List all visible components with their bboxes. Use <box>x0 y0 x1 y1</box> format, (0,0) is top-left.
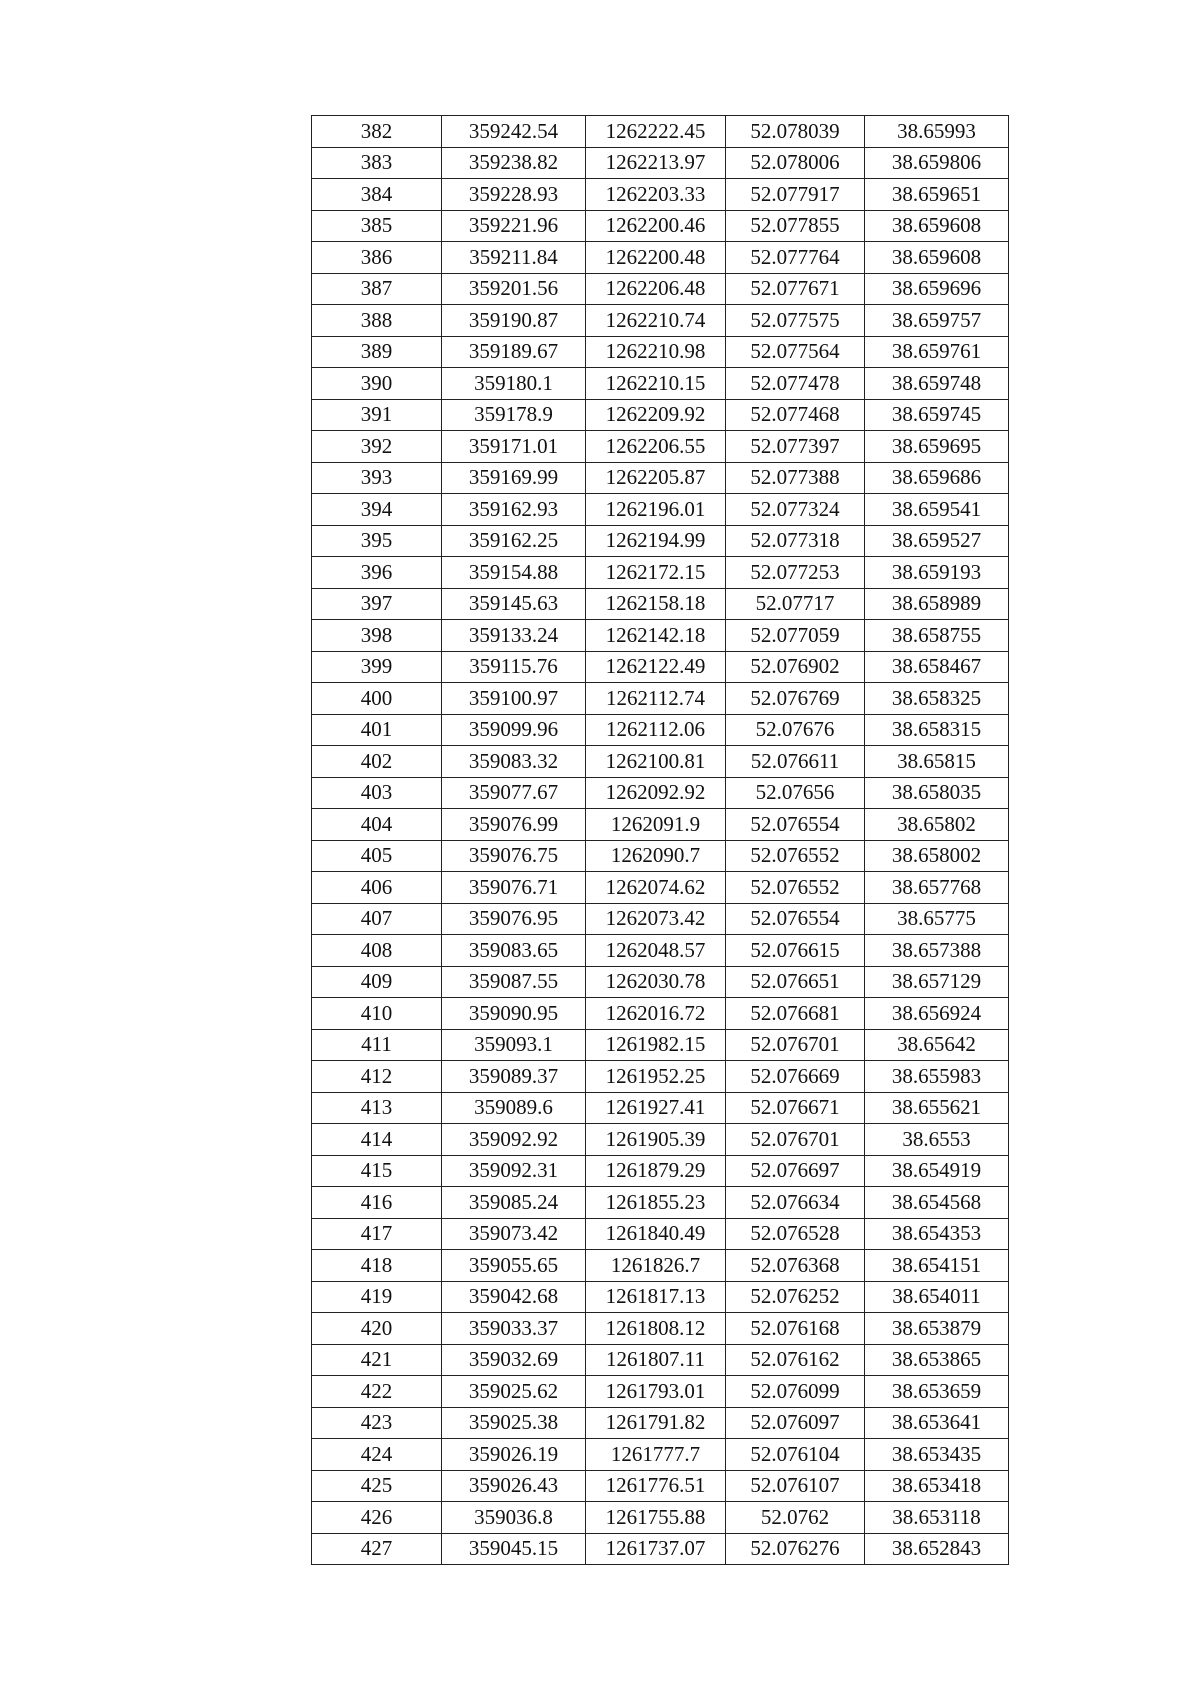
longitude-cell: 52.076701 <box>726 1124 865 1156</box>
latitude-cell: 38.652843 <box>865 1533 1009 1565</box>
x-coordinate-cell: 359026.19 <box>442 1439 586 1471</box>
latitude-cell: 38.65993 <box>865 116 1009 148</box>
longitude-cell: 52.078039 <box>726 116 865 148</box>
point-number-cell: 391 <box>312 399 442 431</box>
y-coordinate-cell: 1262203.33 <box>586 179 726 211</box>
longitude-cell: 52.077388 <box>726 462 865 494</box>
point-number-cell: 413 <box>312 1092 442 1124</box>
latitude-cell: 38.654011 <box>865 1281 1009 1313</box>
x-coordinate-cell: 359025.38 <box>442 1407 586 1439</box>
point-number-cell: 426 <box>312 1502 442 1534</box>
point-number-cell: 392 <box>312 431 442 463</box>
y-coordinate-cell: 1262196.01 <box>586 494 726 526</box>
latitude-cell: 38.658002 <box>865 840 1009 872</box>
y-coordinate-cell: 1262122.49 <box>586 651 726 683</box>
latitude-cell: 38.654919 <box>865 1155 1009 1187</box>
x-coordinate-cell: 359145.63 <box>442 588 586 620</box>
point-number-cell: 415 <box>312 1155 442 1187</box>
longitude-cell: 52.07676 <box>726 714 865 746</box>
y-coordinate-cell: 1262200.48 <box>586 242 726 274</box>
latitude-cell: 38.659757 <box>865 305 1009 337</box>
latitude-cell: 38.653418 <box>865 1470 1009 1502</box>
longitude-cell: 52.077253 <box>726 557 865 589</box>
table-row <box>312 116 1009 148</box>
y-coordinate-cell: 1262112.06 <box>586 714 726 746</box>
longitude-cell: 52.076615 <box>726 935 865 967</box>
x-coordinate-cell: 359087.55 <box>442 966 586 998</box>
table-row <box>312 273 1009 305</box>
table-row <box>312 1533 1009 1565</box>
latitude-cell: 38.655621 <box>865 1092 1009 1124</box>
longitude-cell: 52.076552 <box>726 872 865 904</box>
point-number-cell: 401 <box>312 714 442 746</box>
latitude-cell: 38.658325 <box>865 683 1009 715</box>
table-row <box>312 147 1009 179</box>
longitude-cell: 52.076097 <box>726 1407 865 1439</box>
table-row <box>312 431 1009 463</box>
y-coordinate-cell: 1262209.92 <box>586 399 726 431</box>
longitude-cell: 52.076104 <box>726 1439 865 1471</box>
table-row <box>312 588 1009 620</box>
latitude-cell: 38.659806 <box>865 147 1009 179</box>
y-coordinate-cell: 1262205.87 <box>586 462 726 494</box>
longitude-cell: 52.077855 <box>726 210 865 242</box>
y-coordinate-cell: 1262073.42 <box>586 903 726 935</box>
x-coordinate-cell: 359073.42 <box>442 1218 586 1250</box>
y-coordinate-cell: 1261793.01 <box>586 1376 726 1408</box>
longitude-cell: 52.076681 <box>726 998 865 1030</box>
longitude-cell: 52.07717 <box>726 588 865 620</box>
y-coordinate-cell: 1262030.78 <box>586 966 726 998</box>
longitude-cell: 52.076552 <box>726 840 865 872</box>
x-coordinate-cell: 359093.1 <box>442 1029 586 1061</box>
y-coordinate-cell: 1262200.46 <box>586 210 726 242</box>
latitude-cell: 38.659527 <box>865 525 1009 557</box>
x-coordinate-cell: 359026.43 <box>442 1470 586 1502</box>
x-coordinate-cell: 359162.93 <box>442 494 586 526</box>
x-coordinate-cell: 359092.31 <box>442 1155 586 1187</box>
longitude-cell: 52.076902 <box>726 651 865 683</box>
x-coordinate-cell: 359100.97 <box>442 683 586 715</box>
point-number-cell: 394 <box>312 494 442 526</box>
x-coordinate-cell: 359162.25 <box>442 525 586 557</box>
longitude-cell: 52.076554 <box>726 809 865 841</box>
longitude-cell: 52.076168 <box>726 1313 865 1345</box>
x-coordinate-cell: 359238.82 <box>442 147 586 179</box>
latitude-cell: 38.658315 <box>865 714 1009 746</box>
latitude-cell: 38.658467 <box>865 651 1009 683</box>
point-number-cell: 382 <box>312 116 442 148</box>
longitude-cell: 52.077575 <box>726 305 865 337</box>
latitude-cell: 38.655983 <box>865 1061 1009 1093</box>
point-number-cell: 405 <box>312 840 442 872</box>
y-coordinate-cell: 1262016.72 <box>586 998 726 1030</box>
point-number-cell: 403 <box>312 777 442 809</box>
x-coordinate-cell: 359115.76 <box>442 651 586 683</box>
table-row <box>312 462 1009 494</box>
y-coordinate-cell: 1262210.74 <box>586 305 726 337</box>
table-row <box>312 336 1009 368</box>
point-number-cell: 404 <box>312 809 442 841</box>
latitude-cell: 38.654568 <box>865 1187 1009 1219</box>
table-row <box>312 1344 1009 1376</box>
longitude-cell: 52.07656 <box>726 777 865 809</box>
longitude-cell: 52.076368 <box>726 1250 865 1282</box>
latitude-cell: 38.653659 <box>865 1376 1009 1408</box>
table-row <box>312 620 1009 652</box>
point-number-cell: 402 <box>312 746 442 778</box>
y-coordinate-cell: 1262194.99 <box>586 525 726 557</box>
point-number-cell: 389 <box>312 336 442 368</box>
longitude-cell: 52.077671 <box>726 273 865 305</box>
table-row <box>312 714 1009 746</box>
y-coordinate-cell: 1262048.57 <box>586 935 726 967</box>
x-coordinate-cell: 359083.32 <box>442 746 586 778</box>
table-row <box>312 494 1009 526</box>
x-coordinate-cell: 359042.68 <box>442 1281 586 1313</box>
longitude-cell: 52.077397 <box>726 431 865 463</box>
table-row <box>312 746 1009 778</box>
point-number-cell: 422 <box>312 1376 442 1408</box>
table-row <box>312 1218 1009 1250</box>
longitude-cell: 52.077318 <box>726 525 865 557</box>
point-number-cell: 410 <box>312 998 442 1030</box>
y-coordinate-cell: 1261791.82 <box>586 1407 726 1439</box>
point-number-cell: 425 <box>312 1470 442 1502</box>
point-number-cell: 420 <box>312 1313 442 1345</box>
point-number-cell: 418 <box>312 1250 442 1282</box>
point-number-cell: 400 <box>312 683 442 715</box>
x-coordinate-cell: 359089.37 <box>442 1061 586 1093</box>
y-coordinate-cell: 1262074.62 <box>586 872 726 904</box>
y-coordinate-cell: 1261952.25 <box>586 1061 726 1093</box>
longitude-cell: 52.0762 <box>726 1502 865 1534</box>
y-coordinate-cell: 1262172.15 <box>586 557 726 589</box>
point-number-cell: 412 <box>312 1061 442 1093</box>
table-row <box>312 1061 1009 1093</box>
latitude-cell: 38.658989 <box>865 588 1009 620</box>
table-row <box>312 525 1009 557</box>
point-number-cell: 411 <box>312 1029 442 1061</box>
longitude-cell: 52.076554 <box>726 903 865 935</box>
table-row <box>312 242 1009 274</box>
table-row <box>312 1029 1009 1061</box>
longitude-cell: 52.076697 <box>726 1155 865 1187</box>
x-coordinate-cell: 359025.62 <box>442 1376 586 1408</box>
latitude-cell: 38.65642 <box>865 1029 1009 1061</box>
x-coordinate-cell: 359133.24 <box>442 620 586 652</box>
latitude-cell: 38.659745 <box>865 399 1009 431</box>
x-coordinate-cell: 359033.37 <box>442 1313 586 1345</box>
y-coordinate-cell: 1261905.39 <box>586 1124 726 1156</box>
longitude-cell: 52.076769 <box>726 683 865 715</box>
table-row <box>312 966 1009 998</box>
y-coordinate-cell: 1261826.7 <box>586 1250 726 1282</box>
latitude-cell: 38.659541 <box>865 494 1009 526</box>
point-number-cell: 409 <box>312 966 442 998</box>
table-row <box>312 840 1009 872</box>
longitude-cell: 52.076107 <box>726 1470 865 1502</box>
longitude-cell: 52.076671 <box>726 1092 865 1124</box>
x-coordinate-cell: 359221.96 <box>442 210 586 242</box>
latitude-cell: 38.653118 <box>865 1502 1009 1534</box>
longitude-cell: 52.077917 <box>726 179 865 211</box>
latitude-cell: 38.65802 <box>865 809 1009 841</box>
latitude-cell: 38.657768 <box>865 872 1009 904</box>
x-coordinate-cell: 359076.99 <box>442 809 586 841</box>
longitude-cell: 52.077764 <box>726 242 865 274</box>
table-row <box>312 368 1009 400</box>
latitude-cell: 38.659696 <box>865 273 1009 305</box>
latitude-cell: 38.653641 <box>865 1407 1009 1439</box>
point-number-cell: 395 <box>312 525 442 557</box>
longitude-cell: 52.076528 <box>726 1218 865 1250</box>
point-number-cell: 417 <box>312 1218 442 1250</box>
table-row <box>312 809 1009 841</box>
point-number-cell: 399 <box>312 651 442 683</box>
x-coordinate-cell: 359180.1 <box>442 368 586 400</box>
point-number-cell: 390 <box>312 368 442 400</box>
x-coordinate-cell: 359201.56 <box>442 273 586 305</box>
y-coordinate-cell: 1261755.88 <box>586 1502 726 1534</box>
point-number-cell: 408 <box>312 935 442 967</box>
y-coordinate-cell: 1261807.11 <box>586 1344 726 1376</box>
y-coordinate-cell: 1262090.7 <box>586 840 726 872</box>
table-row <box>312 935 1009 967</box>
y-coordinate-cell: 1261808.12 <box>586 1313 726 1345</box>
x-coordinate-cell: 359190.87 <box>442 305 586 337</box>
longitude-cell: 52.077324 <box>726 494 865 526</box>
latitude-cell: 38.659761 <box>865 336 1009 368</box>
y-coordinate-cell: 1261982.15 <box>586 1029 726 1061</box>
latitude-cell: 38.653865 <box>865 1344 1009 1376</box>
x-coordinate-cell: 359045.15 <box>442 1533 586 1565</box>
y-coordinate-cell: 1261927.41 <box>586 1092 726 1124</box>
point-number-cell: 383 <box>312 147 442 179</box>
table-row <box>312 998 1009 1030</box>
latitude-cell: 38.657129 <box>865 966 1009 998</box>
point-number-cell: 386 <box>312 242 442 274</box>
table-row <box>312 1313 1009 1345</box>
x-coordinate-cell: 359242.54 <box>442 116 586 148</box>
longitude-cell: 52.078006 <box>726 147 865 179</box>
table-row <box>312 1155 1009 1187</box>
table-row <box>312 1376 1009 1408</box>
x-coordinate-cell: 359099.96 <box>442 714 586 746</box>
longitude-cell: 52.076701 <box>726 1029 865 1061</box>
x-coordinate-cell: 359154.88 <box>442 557 586 589</box>
longitude-cell: 52.077478 <box>726 368 865 400</box>
latitude-cell: 38.654151 <box>865 1250 1009 1282</box>
longitude-cell: 52.076276 <box>726 1533 865 1565</box>
x-coordinate-cell: 359083.65 <box>442 935 586 967</box>
point-number-cell: 406 <box>312 872 442 904</box>
latitude-cell: 38.659686 <box>865 462 1009 494</box>
table-row <box>312 305 1009 337</box>
latitude-cell: 38.659608 <box>865 210 1009 242</box>
x-coordinate-cell: 359189.67 <box>442 336 586 368</box>
latitude-cell: 38.659748 <box>865 368 1009 400</box>
point-number-cell: 419 <box>312 1281 442 1313</box>
latitude-cell: 38.65775 <box>865 903 1009 935</box>
point-number-cell: 384 <box>312 179 442 211</box>
point-number-cell: 397 <box>312 588 442 620</box>
point-number-cell: 423 <box>312 1407 442 1439</box>
table-row <box>312 1407 1009 1439</box>
latitude-cell: 38.659608 <box>865 242 1009 274</box>
table-row <box>312 1250 1009 1282</box>
x-coordinate-cell: 359076.75 <box>442 840 586 872</box>
longitude-cell: 52.076162 <box>726 1344 865 1376</box>
x-coordinate-cell: 359228.93 <box>442 179 586 211</box>
longitude-cell: 52.076099 <box>726 1376 865 1408</box>
y-coordinate-cell: 1262210.98 <box>586 336 726 368</box>
longitude-cell: 52.076634 <box>726 1187 865 1219</box>
longitude-cell: 52.076252 <box>726 1281 865 1313</box>
table-row <box>312 651 1009 683</box>
point-number-cell: 427 <box>312 1533 442 1565</box>
x-coordinate-cell: 359032.69 <box>442 1344 586 1376</box>
y-coordinate-cell: 1262100.81 <box>586 746 726 778</box>
latitude-cell: 38.654353 <box>865 1218 1009 1250</box>
x-coordinate-cell: 359169.99 <box>442 462 586 494</box>
y-coordinate-cell: 1262158.18 <box>586 588 726 620</box>
table-row <box>312 1281 1009 1313</box>
table-row <box>312 1124 1009 1156</box>
table-row <box>312 683 1009 715</box>
x-coordinate-cell: 359077.67 <box>442 777 586 809</box>
latitude-cell: 38.656924 <box>865 998 1009 1030</box>
y-coordinate-cell: 1262222.45 <box>586 116 726 148</box>
y-coordinate-cell: 1261855.23 <box>586 1187 726 1219</box>
longitude-cell: 52.077564 <box>726 336 865 368</box>
coordinate-table <box>311 115 1009 1565</box>
y-coordinate-cell: 1261840.49 <box>586 1218 726 1250</box>
x-coordinate-cell: 359171.01 <box>442 431 586 463</box>
table-row <box>312 777 1009 809</box>
y-coordinate-cell: 1262213.97 <box>586 147 726 179</box>
y-coordinate-cell: 1262206.55 <box>586 431 726 463</box>
y-coordinate-cell: 1261879.29 <box>586 1155 726 1187</box>
table-row <box>312 1092 1009 1124</box>
x-coordinate-cell: 359085.24 <box>442 1187 586 1219</box>
table-row <box>312 210 1009 242</box>
coordinate-table-body <box>312 116 1009 1565</box>
table-row <box>312 1502 1009 1534</box>
point-number-cell: 387 <box>312 273 442 305</box>
latitude-cell: 38.65815 <box>865 746 1009 778</box>
latitude-cell: 38.6553 <box>865 1124 1009 1156</box>
x-coordinate-cell: 359055.65 <box>442 1250 586 1282</box>
longitude-cell: 52.076651 <box>726 966 865 998</box>
table-row <box>312 1439 1009 1471</box>
y-coordinate-cell: 1262142.18 <box>586 620 726 652</box>
table-row <box>312 872 1009 904</box>
table-row <box>312 557 1009 589</box>
latitude-cell: 38.657388 <box>865 935 1009 967</box>
point-number-cell: 385 <box>312 210 442 242</box>
y-coordinate-cell: 1261737.07 <box>586 1533 726 1565</box>
x-coordinate-cell: 359178.9 <box>442 399 586 431</box>
point-number-cell: 407 <box>312 903 442 935</box>
latitude-cell: 38.658755 <box>865 620 1009 652</box>
point-number-cell: 416 <box>312 1187 442 1219</box>
x-coordinate-cell: 359211.84 <box>442 242 586 274</box>
latitude-cell: 38.658035 <box>865 777 1009 809</box>
latitude-cell: 38.653879 <box>865 1313 1009 1345</box>
x-coordinate-cell: 359036.8 <box>442 1502 586 1534</box>
y-coordinate-cell: 1262091.9 <box>586 809 726 841</box>
x-coordinate-cell: 359089.6 <box>442 1092 586 1124</box>
latitude-cell: 38.659651 <box>865 179 1009 211</box>
latitude-cell: 38.659695 <box>865 431 1009 463</box>
y-coordinate-cell: 1262210.15 <box>586 368 726 400</box>
latitude-cell: 38.659193 <box>865 557 1009 589</box>
x-coordinate-cell: 359076.95 <box>442 903 586 935</box>
latitude-cell: 38.653435 <box>865 1439 1009 1471</box>
x-coordinate-cell: 359090.95 <box>442 998 586 1030</box>
longitude-cell: 52.076611 <box>726 746 865 778</box>
point-number-cell: 396 <box>312 557 442 589</box>
table-row <box>312 1187 1009 1219</box>
point-number-cell: 393 <box>312 462 442 494</box>
y-coordinate-cell: 1261817.13 <box>586 1281 726 1313</box>
point-number-cell: 388 <box>312 305 442 337</box>
y-coordinate-cell: 1261777.7 <box>586 1439 726 1471</box>
x-coordinate-cell: 359076.71 <box>442 872 586 904</box>
longitude-cell: 52.077468 <box>726 399 865 431</box>
point-number-cell: 398 <box>312 620 442 652</box>
x-coordinate-cell: 359092.92 <box>442 1124 586 1156</box>
table-row <box>312 399 1009 431</box>
longitude-cell: 52.077059 <box>726 620 865 652</box>
table-row <box>312 903 1009 935</box>
table-row <box>312 179 1009 211</box>
y-coordinate-cell: 1262206.48 <box>586 273 726 305</box>
point-number-cell: 424 <box>312 1439 442 1471</box>
longitude-cell: 52.076669 <box>726 1061 865 1093</box>
table-row <box>312 1470 1009 1502</box>
point-number-cell: 414 <box>312 1124 442 1156</box>
y-coordinate-cell: 1262112.74 <box>586 683 726 715</box>
y-coordinate-cell: 1262092.92 <box>586 777 726 809</box>
y-coordinate-cell: 1261776.51 <box>586 1470 726 1502</box>
point-number-cell: 421 <box>312 1344 442 1376</box>
